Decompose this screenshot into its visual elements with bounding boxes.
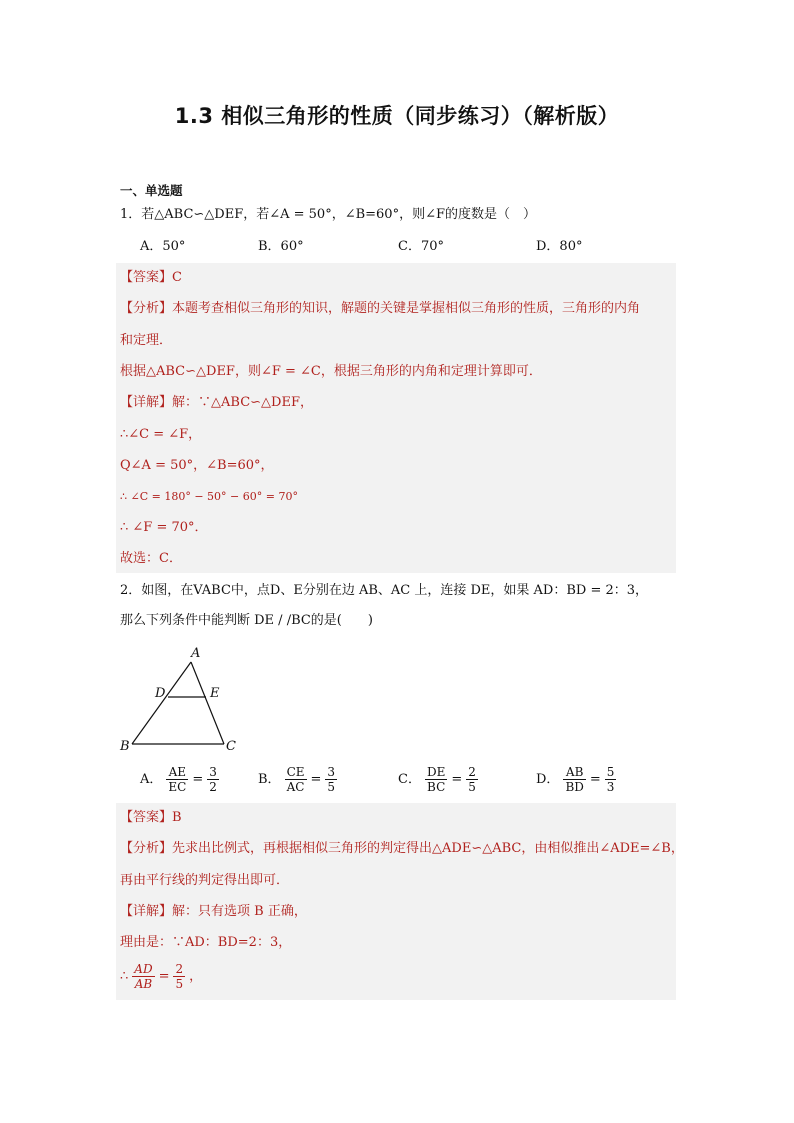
q1-option-d: D．80° [536,239,583,254]
q2-option-b-ratio: $\frac{3}{5}$ [327,765,336,794]
q1-detail-2: ∴∠C = ∠F， [120,427,202,442]
label-a: A [191,646,201,661]
q2-option-d-letter: D． [536,771,560,787]
q2-option-b-frac: $\frac{CE}{AC}$ [286,765,305,794]
triangle-figure [118,640,248,760]
q2-analysis-label: 【分析】 [120,841,173,856]
q1-analysis-1 [120,299,640,319]
label-b: B [120,739,130,754]
q2-option-c-frac: $\frac{DE}{BC}$ [426,765,446,794]
label-c: C [226,739,236,754]
q2-option-c: C． $\frac{DE}{BC}$ = $\frac{2}{5}$ [398,765,476,794]
q2-detail-3-ratio: $\frac{2}{5}$ [175,962,184,991]
q2-analysis-2: 再由平行线的判定得出即可． [120,873,290,888]
section-heading: 一、单选题 [120,183,183,198]
q1-analysis-label: 【分析】 [120,301,173,316]
q2-stem-2: 那么下列条件中能判断 DE / /BC的是( ) [120,613,373,628]
q2-answer-value: B [172,810,182,825]
q2-option-a: A． $\frac{AE}{EC}$ = $\frac{3}{2}$ [140,765,217,794]
q2-analysis-1 [120,839,684,859]
q1-analysis-text-1: 本题考查相似三角形的知识，解题的关键是掌握相似三角形的性质，三角形的内角 [172,301,641,316]
q1-analysis-3: 根据△ABC∽△DEF，则∠F = ∠C，根据三角形的内角和定理计算即可． [120,364,542,379]
label-d: D [155,686,166,701]
q1-detail-text-1: 解：∵△ABC∽△DEF， [172,395,313,410]
q2-detail-label: 【详解】 [120,904,173,919]
q1-answer [120,268,182,288]
q2-option-a-frac: $\frac{AE}{EC}$ [168,765,187,794]
q2-answer [120,808,182,828]
q1-answer-value: C [172,270,182,285]
edge-ac [191,662,224,744]
q2-answer-label: 【答案】 [120,810,173,825]
q1-detail-4: ∴ ∠C = 180° − 50° − 60° = 70° [120,490,298,503]
q1-detail-6: 故选：C． [120,551,182,566]
q2-option-d: D． $\frac{AB}{BD}$ = $\frac{5}{3}$ [536,765,615,794]
q2-option-d-frac: $\frac{AB}{BD}$ [565,765,584,794]
q1-stem: 1．若△ABC∽△DEF，若∠A = 50°，∠B=60°，则∠F的度数是（ ） [120,207,536,222]
q2-option-a-letter: A． [140,771,163,787]
q2-option-c-letter: C． [398,771,421,787]
q2-detail-1 [120,902,307,922]
q1-detail-5: ∴ ∠F = 70°． [120,520,208,535]
q1-detail-1 [120,393,313,413]
q1-option-a: A．50° [140,239,186,254]
edge-ab [132,662,191,744]
q2-detail-3: ∴ $\frac{AD}{AB}$ = $\frac{2}{5}$ ， [120,962,203,991]
q2-option-d-ratio: $\frac{5}{3}$ [606,765,615,794]
q1-answer-label: 【答案】 [120,270,173,285]
q2-stem-1: 2．如图，在VABC中，点D、E分别在边 AB、AC 上，连接 DE，如果 AD：BD = 2：3， [120,583,649,598]
q1-option-b: B．60° [258,239,304,254]
q2-detail-text-1: 解：只有选项 B 正确， [172,904,307,919]
q2-option-b-letter: B． [258,771,281,787]
q2-detail-2: 理由是：∵AD：BD=2：3， [120,935,292,950]
q2-option-a-ratio: $\frac{3}{2}$ [209,765,217,794]
q2-option-c-ratio: $\frac{2}{5}$ [468,765,476,794]
q1-detail-3: Q∠A = 50°，∠B=60°， [120,458,274,473]
label-e: E [210,686,220,701]
q1-analysis-2: 和定理． [120,333,173,348]
q2-analysis-text-1: 先求出比例式，再根据相似三角形的判定得出△ADE∽△ABC，由相似推出∠ADE=∠B， [172,841,684,856]
q1-option-c: C．70° [398,239,444,254]
page-title: 1.3 相似三角形的性质（同步练习）（解析版） [174,104,620,128]
q2-option-b: B． $\frac{CE}{AC}$ = $\frac{3}{5}$ [258,765,336,794]
q1-detail-label: 【详解】 [120,395,173,410]
q2-detail-3-frac: $\frac{AD}{AB}$ [134,962,153,991]
